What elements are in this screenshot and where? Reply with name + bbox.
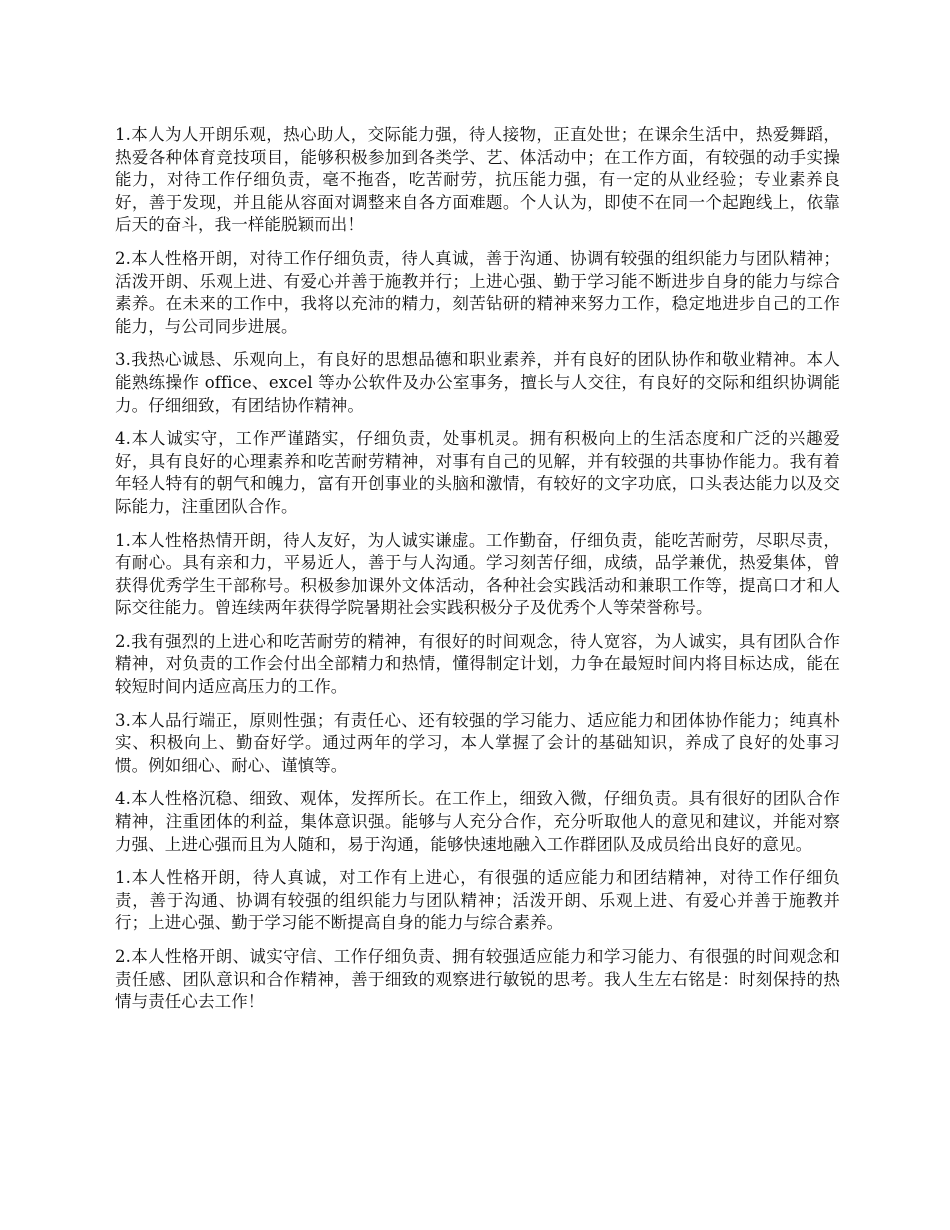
paragraph-6: 2.我有强烈的上进心和吃苦耐劳的精神，有很好的时间观念，待人宽容，为人诚实，具有团队合作精神，对负责的工作会付出全部精力和热情，懂得制定计划，力争在最短时间内将目标达成，能在较短时间内适应高压力的工作。 — [115, 631, 840, 697]
paragraph-8: 4.本人性格沉稳、细致、观体，发挥所长。在工作上，细致入微，仔细负责。具有很好的团队合作精神，注重团体的利益，集体意识强。能够与人充分合作，充分听取他人的意见和建议，并能对察力强、上进心强而且为人随和，易于沟通，能够快速地融入工作群团队及成员给出良好的意见。 — [115, 789, 840, 854]
paragraph-1: 1.本人为人开朗乐观，热心助人，交际能力强，待人接物，正直处世；在课余生活中，热爱舞蹈，热爱各种体育竞技项目，能够积极参加到各类学、艺、体活动中；在工作方面，有较强的动手实操能力，对待工作仔细负责，毫不拖沓，吃苦耐劳，抗压能力强，有一定的从业经验；专业素养良好，善于发现，并且能从容面对调整来自各方面难题。个人认为，即使不在同一个起跑线上，依靠后天的奋斗，我一样能脱颖而出！ — [115, 125, 840, 235]
paragraph-3: 3.我热心诚恳、乐观向上，有良好的思想品德和职业素养，并有良好的团队协作和敬业精神。本人能熟练操作 office、excel 等办公软件及办公室事务，擅长与人交往，有良好的交际和组织协调能力。仔细细致，有团结协作精神。 — [115, 350, 840, 415]
paragraph-4: 4.本人诚实守，工作严谨踏实，仔细负责，处事机灵。拥有积极向上的生活态度和广泛的兴趣爱好，具有良好的心理素养和吃苦耐劳精神，对事有自己的见解，并有较强的共事协作能力。我有着年轻人特有的朝气和魄力，富有开创事业的头脑和激情，有较好的文字功底，口头表达能力以及交际能力，注重团队合作。 — [115, 429, 840, 516]
paragraph-10: 2.本人性格开朗、诚实守信、工作仔细负责、拥有较强适应能力和学习能力、有很强的时间观念和责任感、团队意识和合作精神，善于细致的观察进行敏锐的思考。我人生左右铭是：时刻保持的热情与责任心去工作！ — [115, 947, 840, 1012]
paragraph-5: 1.本人性格热情开朗，待人友好，为人诚实谦虚。工作勤奋，仔细负责，能吃苦耐劳，尽职尽责，有耐心。具有亲和力，平易近人，善于与人沟通。学习刻苦仔细，成绩，品学兼优，热爱集体，曾获得优秀学生干部称号。积极参加课外文体活动，各种社会实践活动和兼职工作等，提高口才和人际交往能力。曾连续两年获得学院暑期社会实践积极分子及优秀个人等荣誉称号。 — [115, 530, 840, 618]
paragraph-7: 3.本人品行端正，原则性强；有责任心、还有较强的学习能力、适应能力和团体协作能力；纯真朴实、积极向上、勤奋好学。通过两年的学习，本人掌握了会计的基础知识，养成了良好的处事习惯。例如细心、耐心、谨慎等。 — [115, 710, 840, 775]
document-body — [115, 124, 840, 1025]
paragraph-2: 2.本人性格开朗，对待工作仔细负责，待人真诚，善于沟通、协调有较强的组织能力与团队精神；活泼开朗、乐观上进、有爱心并善于施教并行；上进心强、勤于学习能不断进步自身的能力与综合素养。在未来的工作中，我将以充沛的精力，刻苦钻研的精神来努力工作，稳定地进步自己的工作能力，与公司同步进展。 — [115, 248, 840, 336]
paragraph-9: 1.本人性格开朗，待人真诚，对工作有上进心，有很强的适应能力和团结精神，对待工作仔细负责，善于沟通、协调有较强的组织能力与团队精神；活泼开朗、乐观上进、有爱心并善于施教并行；上进心强、勤于学习能不断提高自身的能力与综合素养。 — [115, 868, 840, 933]
